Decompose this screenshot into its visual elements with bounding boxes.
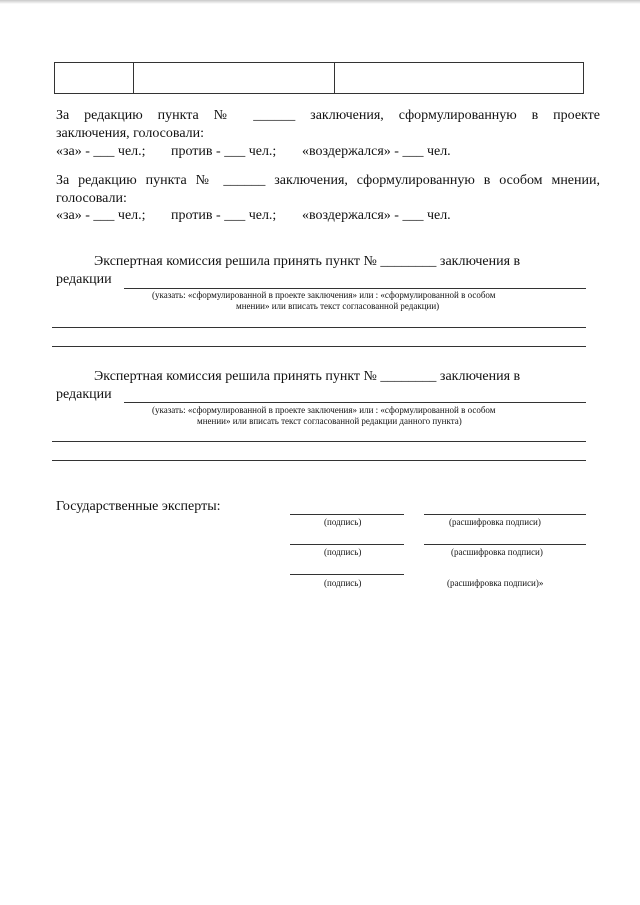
experts-label: Государственные эксперты: (56, 499, 221, 514)
vote2-abstain: «воздержался» - ___ чел. (302, 208, 451, 223)
scan-edge (0, 0, 640, 4)
vote1-for: «за» - ___ чел.; (56, 144, 146, 159)
signature-line (290, 544, 404, 545)
table-cell (55, 63, 134, 94)
decision1-hint2: мнении» или вписать текст согласованной редакции) (236, 301, 440, 311)
vote2-line1: За редакцию пункта № ______ заключения, сформулированную в особом мнении, (56, 173, 600, 188)
signature-line (290, 574, 404, 575)
decision1-underline (124, 288, 586, 289)
decision2-label: редакции (56, 387, 112, 402)
vote2-for: «за» - ___ чел.; (56, 208, 146, 223)
decision1-blank-line (52, 346, 586, 347)
decision2-hint2: мнении» или вписать текст согласованной редакции данного пункта) (197, 416, 462, 426)
decision1-hint1: (указать: «сформулированной в проекте заключения» или : «сформулированной в особом (152, 290, 496, 300)
signature-decode-line (424, 544, 586, 545)
signature-decode-caption: (расшифровка подписи) (449, 517, 541, 527)
vote1-abstain: «воздержался» - ___ чел. (302, 144, 451, 159)
signature-decode-line (424, 514, 586, 515)
signature-caption: (подпись) (324, 578, 362, 588)
decision2-blank-line (52, 460, 586, 461)
signature-caption: (подпись) (324, 547, 362, 557)
signature-decode-caption: (расшифровка подписи)» (447, 578, 544, 588)
decision2-blank-line (52, 441, 586, 442)
table-cell (134, 63, 335, 94)
decision2-underline (124, 402, 586, 403)
vote1-against: против - ___ чел.; (171, 144, 277, 159)
vote2-line2: голосовали: (56, 191, 127, 206)
signature-caption: (подпись) (324, 517, 362, 527)
table-cell (335, 63, 584, 94)
signature-line (290, 514, 404, 515)
decision1-label: редакции (56, 272, 112, 287)
vote1-line1: За редакцию пункта № ______ заключения, сформулированную в проекте (56, 108, 600, 123)
signature-decode-caption: (расшифровка подписи) (451, 547, 543, 557)
table-fragment (54, 62, 584, 94)
decision2-line1: Экспертная комиссия решила принять пункт № ________ заключения в (94, 369, 521, 384)
vote1-line2: заключения, голосовали: (56, 126, 205, 141)
vote2-against: против - ___ чел.; (171, 208, 277, 223)
decision1-line1: Экспертная комиссия решила принять пункт № ________ заключения в (94, 254, 521, 269)
decision2-hint1: (указать: «сформулированной в проекте заключения» или : «сформулированной в особом (152, 405, 496, 415)
decision1-blank-line (52, 327, 586, 328)
